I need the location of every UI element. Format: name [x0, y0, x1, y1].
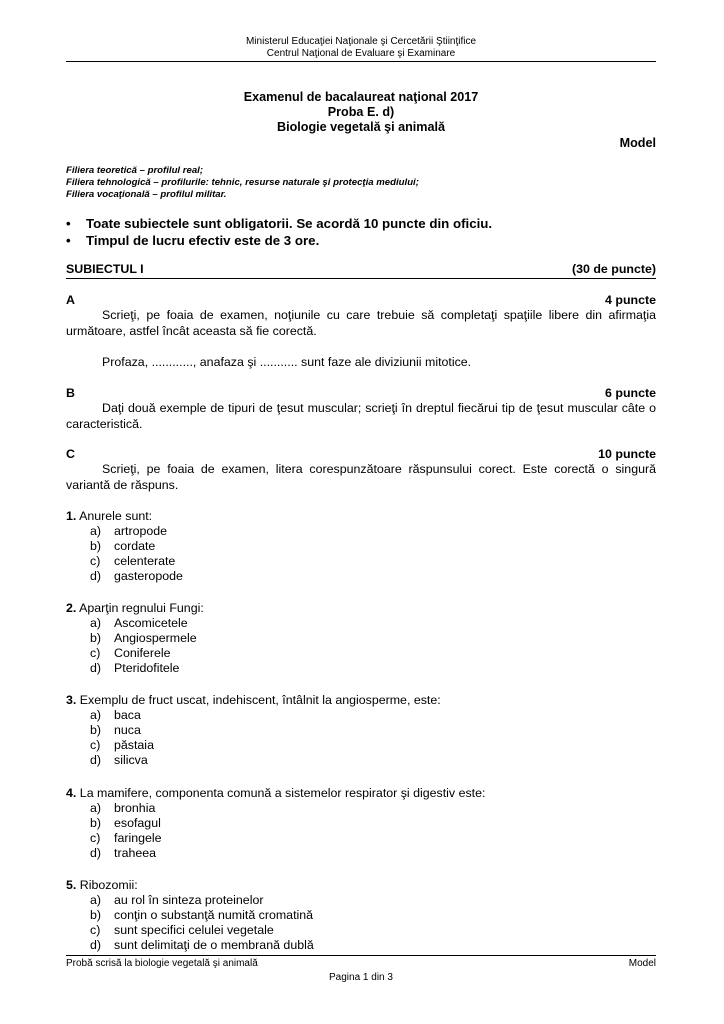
page-number: Pagina 1 din 3	[329, 972, 393, 983]
option-item: b) nuca	[90, 723, 141, 737]
section-a-letter: A	[66, 293, 75, 307]
section-c-points: 10 puncte	[598, 447, 656, 461]
option-item: a) baca	[90, 708, 141, 722]
option-item: d) traheea	[90, 846, 157, 860]
section-a-instruction: Scrieţi, pe foaia de examen, noţiunile cu care trebuie să completaţi spaţiile libere din afirmaţia următoare, astfel încât aceasta să fie corectă.	[66, 308, 656, 338]
option-item: a) au rol în sinteza proteinelor	[90, 893, 264, 907]
footer-right: Model	[628, 958, 656, 969]
option-item: c) păstaia	[90, 738, 154, 752]
option-item: a) artropode	[90, 524, 168, 538]
option-item: a) bronhia	[90, 801, 156, 815]
section-a-points: 4 puncte	[605, 293, 656, 307]
section-c-instruction: Scrieţi, pe foaia de examen, litera corespunzătoare răspunsului corect. Este corectă o singură variantă de răspuns.	[66, 462, 656, 492]
exam-subject: Biologie vegetală şi animală	[277, 120, 445, 134]
variant-label: Model	[619, 136, 656, 150]
question-3: 3. Exemplu de fruct uscat, indehiscent, întâlnit la angiosperme, este:	[66, 693, 441, 707]
footer-left: Probă scrisă la biologie vegetală şi animală	[66, 958, 258, 969]
option-item: d) Pteridofitele	[90, 661, 180, 675]
subject-label: SUBIECTUL I	[66, 262, 144, 276]
option-item: b) Angiospermele	[90, 631, 197, 645]
section-a-statement: Profaza, ............, anafaza şi ........... sunt faze ale diviziunii mitotice.	[102, 355, 472, 369]
option-item: a) Ascomicetele	[90, 616, 188, 630]
question-1: 1. Anurele sunt:	[66, 509, 153, 523]
center-line: Centrul Naţional de Evaluare şi Examinare	[266, 48, 456, 59]
exam-title: Examenul de bacalaureat naţional 2017	[243, 90, 479, 104]
question-5: 5. Ribozomii:	[66, 878, 138, 892]
option-item: c) celenterate	[90, 554, 176, 568]
section-b-points: 6 puncte	[605, 386, 656, 400]
option-item: b) conţin o substanţă numită cromatină	[90, 908, 314, 922]
option-item: b) esofagul	[90, 816, 161, 830]
filiera-line: Filiera vocaţională – profilul militar.	[66, 189, 227, 200]
exam-proba: Proba E. d)	[327, 105, 395, 119]
section-b-letter: B	[66, 386, 75, 400]
option-item: d) sunt delimitaţi de o membrană dublă	[90, 938, 314, 952]
subject-header	[66, 262, 656, 279]
footer-rule	[66, 955, 656, 956]
header-rule	[66, 61, 656, 62]
rule-item: • Timpul de lucru efectiv este de 3 ore.	[66, 233, 320, 248]
option-item: d) silicva	[90, 753, 148, 767]
section-b-instruction: Daţi două exemple de tipuri de ţesut muscular; scrieţi în dreptul fiecărui tip de ţesut muscular câte o caracteristică.	[66, 401, 656, 431]
filiera-line: Filiera tehnologică – profilurile: tehnic, resurse naturale şi protecţia mediului;	[66, 177, 419, 188]
question-4: 4. La mamifere, componenta comună a sistemelor respirator şi digestiv este:	[66, 786, 486, 800]
ministry-line: Ministerul Educaţiei Naţionale şi Cercetării Ştiinţifice	[245, 36, 477, 47]
section-c-letter: C	[66, 447, 75, 461]
option-item: b) cordate	[90, 539, 156, 553]
filiera-line: Filiera teoretică – profilul real;	[66, 165, 204, 176]
rule-item: • Toate subiectele sunt obligatorii. Se acordă 10 puncte din oficiu.	[66, 216, 493, 231]
option-item: c) sunt specifici celulei vegetale	[90, 923, 274, 937]
option-item: d) gasteropode	[90, 569, 183, 583]
option-item: c) faringele	[90, 831, 162, 845]
question-2: 2. Aparţin regnului Fungi:	[66, 601, 204, 615]
subject-points: (30 de puncte)	[572, 262, 656, 276]
option-item: c) Coniferele	[90, 646, 171, 660]
